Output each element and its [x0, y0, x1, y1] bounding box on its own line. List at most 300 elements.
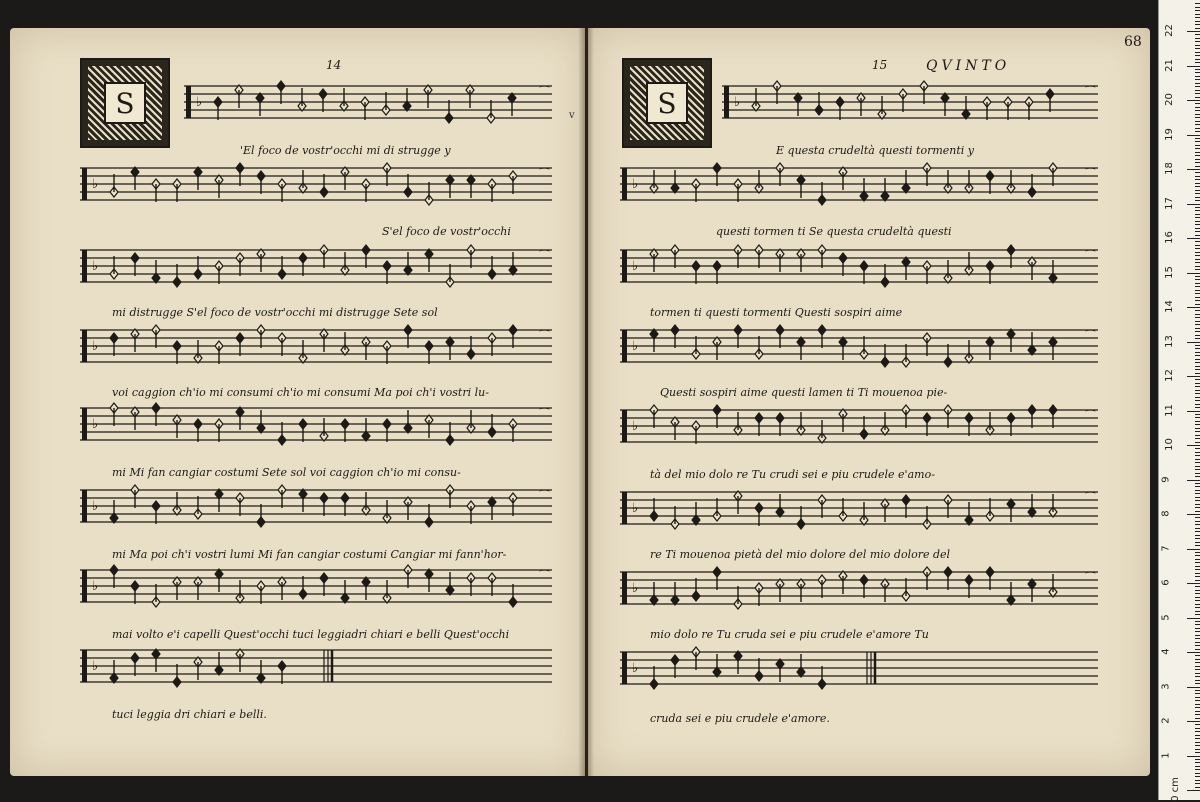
ruler-tick	[1195, 369, 1200, 370]
ruler-tick	[1195, 535, 1200, 536]
ruler-tick	[1195, 417, 1200, 418]
right-decorated-initial	[622, 58, 712, 148]
custos-icon: ⁀	[540, 168, 549, 181]
ruler-tick	[1195, 607, 1200, 608]
ruler-tick	[1195, 524, 1200, 525]
ruler-tick	[1187, 756, 1200, 757]
ruler-tick	[1195, 14, 1200, 15]
ruler-tick	[1195, 669, 1200, 670]
ruler-tick	[1187, 687, 1200, 688]
ruler-tick	[1195, 152, 1200, 153]
ruler-label: 3	[1160, 682, 1172, 690]
ruler-tick	[1195, 542, 1200, 543]
ruler-tick	[1195, 762, 1200, 763]
ruler-tick	[1195, 728, 1200, 729]
ruler-tick	[1195, 511, 1200, 512]
page-turn-mark-icon: v	[569, 110, 575, 121]
ruler-tick	[1195, 331, 1200, 332]
clef-icon	[82, 250, 87, 282]
ruler-tick	[1195, 52, 1200, 53]
ruler-tick	[1195, 593, 1200, 594]
ruler-tick	[1195, 93, 1200, 94]
lyric-line: mi Mi fan cangiar costumi Sete sol voi caggion ch'io mi consu-	[112, 466, 461, 479]
ruler-tick	[1195, 462, 1200, 463]
left-decorated-initial	[80, 58, 170, 148]
music-staff	[80, 320, 552, 380]
book-gutter	[578, 28, 594, 776]
ruler-tick	[1195, 383, 1200, 384]
ruler-tick	[1195, 97, 1200, 98]
ruler-tick	[1195, 690, 1200, 691]
ruler-tick	[1195, 166, 1200, 167]
ruler-tick	[1187, 204, 1200, 205]
ruler-tick	[1195, 421, 1200, 422]
ruler-tick	[1195, 555, 1200, 556]
lyric-line: mai volto e'i capelli Quest'occhi tuci leggiadri chiari e belli Quest'occhi	[112, 628, 510, 641]
ruler-tick	[1195, 528, 1200, 529]
ruler-tick	[1195, 155, 1200, 156]
staff-notation	[80, 480, 552, 540]
ruler-tick	[1195, 531, 1200, 532]
ruler-tick	[1187, 273, 1200, 274]
ruler-tick	[1195, 266, 1200, 267]
ruler-tick	[1195, 714, 1200, 715]
ruler-label: 10	[1163, 438, 1175, 451]
ruler-tick	[1195, 162, 1200, 163]
ruler-tick	[1195, 176, 1200, 177]
ruler-tick	[1195, 366, 1200, 367]
music-staff	[620, 158, 1098, 218]
ruler-tick	[1195, 79, 1200, 80]
ruler-tick	[1187, 721, 1200, 722]
ruler-tick	[1195, 452, 1200, 453]
ruler-tick	[1195, 645, 1200, 646]
staff-notation	[80, 240, 552, 300]
ruler-tick	[1195, 404, 1200, 405]
flat-sign-icon: ♭	[632, 419, 639, 434]
ruler-tick	[1195, 141, 1200, 142]
ruler-tick	[1195, 297, 1200, 298]
music-staff	[80, 398, 552, 458]
ruler-tick	[1195, 34, 1200, 35]
ruler-tick	[1195, 704, 1200, 705]
music-staff	[620, 642, 1098, 702]
ruler-tick	[1187, 583, 1200, 584]
ruler-label: 16	[1163, 231, 1175, 244]
ruler-tick	[1187, 514, 1200, 515]
ruler-tick	[1195, 673, 1200, 674]
staff-notation	[80, 320, 552, 380]
ruler-tick	[1195, 269, 1200, 270]
ruler-tick	[1195, 28, 1200, 29]
staff-notation	[184, 76, 552, 136]
music-staff	[80, 158, 552, 218]
ruler-tick	[1195, 504, 1200, 505]
ruler-tick	[1195, 255, 1200, 256]
clef-icon	[82, 330, 87, 362]
ruler-tick	[1195, 17, 1200, 18]
ruler-tick	[1195, 493, 1200, 494]
ruler-tick	[1195, 638, 1200, 639]
ruler-label: 19	[1163, 127, 1175, 141]
lyric-line: mi distrugge S'el foco de vostr'occhi mi distrugge Sete sol	[112, 306, 438, 319]
ruler-tick	[1195, 148, 1200, 149]
ruler-tick	[1195, 466, 1200, 467]
flat-sign-icon: ♭	[92, 499, 99, 514]
ruler-tick	[1195, 55, 1200, 56]
flat-sign-icon: ♭	[92, 417, 99, 432]
clef-icon	[724, 86, 729, 118]
ruler-tick	[1195, 293, 1200, 294]
ruler-tick	[1195, 586, 1200, 587]
ruler-tick	[1195, 300, 1200, 301]
ruler-tick	[1187, 411, 1200, 412]
ruler-tick	[1195, 124, 1200, 125]
ruler-tick	[1195, 697, 1200, 698]
ruler-label: 12	[1163, 369, 1175, 382]
flat-sign-icon: ♭	[632, 177, 639, 192]
ruler-tick	[1195, 103, 1200, 104]
ruler-tick	[1195, 576, 1200, 577]
ruler-tick	[1195, 390, 1200, 391]
staff-notation	[620, 158, 1098, 218]
ruler-tick	[1195, 718, 1200, 719]
ruler-label: 8	[1160, 510, 1172, 517]
ruler-tick	[1195, 459, 1200, 460]
measuring-ruler	[1158, 0, 1200, 800]
ruler-tick	[1195, 745, 1200, 746]
clef-icon	[622, 492, 627, 524]
ruler-tick	[1195, 314, 1200, 315]
ruler-tick	[1195, 490, 1200, 491]
ruler-tick	[1195, 683, 1200, 684]
ruler-tick	[1195, 397, 1200, 398]
ruler-tick	[1195, 590, 1200, 591]
ruler-tick	[1195, 428, 1200, 429]
flat-sign-icon: ♭	[632, 339, 639, 354]
music-staff	[620, 240, 1098, 300]
custos-icon: ⁀	[1086, 250, 1095, 263]
ruler-tick	[1187, 652, 1200, 653]
ruler-tick	[1187, 549, 1200, 550]
staff-notation	[620, 482, 1098, 542]
ruler-tick	[1195, 10, 1200, 11]
ruler-label: 7	[1160, 544, 1172, 552]
ruler-label: 11	[1163, 403, 1175, 417]
initial-letter: S	[646, 82, 688, 124]
ruler-tick	[1195, 3, 1200, 4]
ruler-tick	[1195, 248, 1200, 249]
custos-icon: ⁀	[1086, 86, 1095, 99]
flat-sign-icon: ♭	[632, 581, 639, 596]
lyric-line: re Ti mouenoa pietà del mio dolore del mio dolore del	[650, 548, 951, 561]
ruler-tick	[1195, 731, 1200, 732]
ruler-tick	[1195, 659, 1200, 660]
ruler-tick	[1195, 110, 1200, 111]
ruler-tick	[1195, 600, 1200, 601]
ruler-label: 14	[1163, 300, 1175, 313]
ruler-tick	[1195, 573, 1200, 574]
ruler-tick	[1195, 486, 1200, 487]
ruler-tick	[1195, 259, 1200, 260]
ruler-tick	[1195, 559, 1200, 560]
ruler-tick	[1195, 455, 1200, 456]
ruler-tick	[1195, 328, 1200, 329]
ruler-tick	[1187, 31, 1200, 32]
ruler-tick	[1195, 780, 1200, 781]
ruler-tick	[1195, 769, 1200, 770]
ruler-tick	[1195, 117, 1200, 118]
ruler-tick	[1195, 759, 1200, 760]
ruler-tick	[1187, 135, 1200, 136]
ruler-tick	[1195, 241, 1200, 242]
ruler-tick	[1195, 214, 1200, 215]
ruler-tick	[1195, 742, 1200, 743]
clef-icon	[622, 410, 627, 442]
lyric-line: Questi sospiri aime questi lamen ti Ti mouenoa pie-	[660, 386, 948, 399]
staff-notation	[620, 562, 1098, 622]
folio-number: 68	[1124, 34, 1142, 50]
ruler-label: 21	[1163, 58, 1175, 72]
music-staff	[620, 562, 1098, 622]
ruler-tick	[1195, 352, 1200, 353]
ruler-tick	[1195, 635, 1200, 636]
clef-icon	[82, 490, 87, 522]
ruler-label: 13	[1163, 334, 1175, 348]
ruler-tick	[1195, 235, 1200, 236]
ruler-tick	[1195, 183, 1200, 184]
clef-icon	[622, 652, 627, 684]
custos-icon: ⁀	[540, 330, 549, 343]
ruler-tick	[1195, 21, 1200, 22]
ruler-tick	[1195, 473, 1200, 474]
flat-sign-icon: ♭	[632, 661, 639, 676]
clef-icon	[622, 330, 627, 362]
ruler-tick	[1195, 735, 1200, 736]
ruler-tick	[1195, 566, 1200, 567]
ruler-tick	[1195, 545, 1200, 546]
ruler-tick	[1195, 72, 1200, 73]
staff-notation	[80, 560, 552, 620]
ruler-tick	[1195, 483, 1200, 484]
ruler-tick	[1195, 711, 1200, 712]
flat-sign-icon: ♭	[632, 501, 639, 516]
clef-icon	[82, 650, 87, 682]
ruler-tick	[1195, 628, 1200, 629]
flat-sign-icon: ♭	[92, 177, 99, 192]
lyric-line: cruda sei e piu crudele e'amore.	[650, 712, 830, 725]
ruler-tick	[1195, 604, 1200, 605]
ruler-tick	[1195, 569, 1200, 570]
ruler-tick	[1195, 76, 1200, 77]
ruler-tick	[1195, 131, 1200, 132]
ruler-tick	[1195, 424, 1200, 425]
ruler-tick	[1195, 128, 1200, 129]
ruler-tick	[1195, 442, 1200, 443]
flat-sign-icon: ♭	[92, 259, 99, 274]
ruler-tick	[1195, 172, 1200, 173]
ruler-tick	[1195, 193, 1200, 194]
ruler-tick	[1195, 348, 1200, 349]
ruler-tick	[1195, 121, 1200, 122]
flat-sign-icon: ♭	[92, 659, 99, 674]
ruler-label: 2	[1160, 717, 1172, 724]
ruler-tick	[1195, 631, 1200, 632]
music-staff	[620, 400, 1098, 460]
ruler-tick	[1195, 228, 1200, 229]
flat-sign-icon: ♭	[196, 95, 203, 110]
ruler-tick	[1195, 69, 1200, 70]
ruler-tick	[1195, 521, 1200, 522]
ruler-tick	[1187, 238, 1200, 239]
ruler-tick	[1195, 379, 1200, 380]
ruler-tick	[1195, 310, 1200, 311]
ruler-tick	[1195, 407, 1200, 408]
ruler-tick	[1195, 62, 1200, 63]
ruler-tick	[1187, 169, 1200, 170]
staff-notation	[620, 642, 1098, 702]
ruler-tick	[1195, 224, 1200, 225]
music-staff	[80, 640, 552, 700]
ruler-tick	[1195, 724, 1200, 725]
ruler-label: 18	[1163, 162, 1175, 175]
ruler-tick	[1195, 200, 1200, 201]
ruler-label: 22	[1163, 24, 1175, 37]
ruler-tick	[1187, 790, 1200, 791]
ruler-label: 9	[1160, 475, 1172, 483]
lyric-line: tormen ti questi tormenti Questi sospiri aime	[650, 306, 903, 319]
ruler-tick	[1195, 476, 1200, 477]
right-page-number: 15	[872, 58, 888, 72]
music-staff	[620, 482, 1098, 542]
lyric-line: mio dolo re Tu cruda sei e piu crudele e'amore Tu	[650, 628, 929, 641]
lyric-line: tà del mio dolo re Tu crudi sei e piu crudele e'amo-	[650, 468, 935, 481]
ruler-tick	[1187, 342, 1200, 343]
ruler-tick	[1195, 107, 1200, 108]
music-staff	[722, 76, 1098, 136]
ruler-tick	[1195, 787, 1200, 788]
ruler-tick	[1195, 773, 1200, 774]
ruler-tick	[1187, 480, 1200, 481]
ruler-tick	[1195, 676, 1200, 677]
ruler-tick	[1195, 597, 1200, 598]
ruler-label: 17	[1163, 196, 1175, 210]
ruler-tick	[1195, 41, 1200, 42]
ruler-tick	[1195, 624, 1200, 625]
ruler-tick	[1195, 614, 1200, 615]
clef-icon	[622, 250, 627, 282]
ruler-tick	[1195, 707, 1200, 708]
ruler-tick	[1195, 48, 1200, 49]
ruler-tick	[1195, 431, 1200, 432]
ruler-tick	[1195, 373, 1200, 374]
ruler-tick	[1187, 307, 1200, 308]
ruler-tick	[1195, 276, 1200, 277]
ruler-tick	[1195, 190, 1200, 191]
ruler-tick	[1195, 159, 1200, 160]
ruler-tick	[1195, 7, 1200, 8]
custos-icon: ⁀	[1086, 168, 1095, 181]
flat-sign-icon: ♭	[92, 579, 99, 594]
custos-icon: ⁀	[540, 408, 549, 421]
ruler-tick	[1195, 507, 1200, 508]
ruler-tick	[1195, 59, 1200, 60]
ruler-tick	[1195, 317, 1200, 318]
custos-icon: ⁀	[540, 250, 549, 263]
ruler-tick	[1195, 290, 1200, 291]
lyric-line: 'El foco de vostr'occhi mi di strugge y	[240, 144, 451, 157]
ruler-label: 4	[1160, 648, 1172, 655]
ruler-tick	[1195, 179, 1200, 180]
music-staff	[80, 240, 552, 300]
custos-icon: ⁀	[1086, 492, 1095, 505]
ruler-tick	[1195, 83, 1200, 84]
ruler-tick	[1195, 649, 1200, 650]
staff-notation	[722, 76, 1098, 136]
ruler-tick	[1195, 338, 1200, 339]
ruler-tick	[1195, 90, 1200, 91]
ruler-label: 15	[1163, 265, 1175, 279]
clef-icon	[622, 168, 627, 200]
ruler-tick	[1195, 497, 1200, 498]
ruler-tick	[1195, 283, 1200, 284]
ruler-tick	[1195, 642, 1200, 643]
ruler-tick	[1195, 435, 1200, 436]
ruler-tick	[1187, 445, 1200, 446]
ruler-tick	[1195, 186, 1200, 187]
ruler-tick	[1195, 538, 1200, 539]
ruler-tick	[1195, 362, 1200, 363]
music-staff	[80, 560, 552, 620]
ruler-tick	[1195, 400, 1200, 401]
flat-sign-icon: ♭	[734, 95, 741, 110]
ruler-label: 0 cm	[1169, 777, 1181, 802]
ruler-tick	[1195, 221, 1200, 222]
custos-icon: ⁀	[540, 86, 549, 99]
ruler-tick	[1195, 680, 1200, 681]
ruler-tick	[1195, 114, 1200, 115]
running-title: QVINTO	[926, 58, 1011, 74]
ruler-tick	[1195, 469, 1200, 470]
lyric-line: voi caggion ch'io mi consumi ch'io mi consumi Ma poi ch'i vostri lu-	[112, 386, 489, 399]
music-staff	[184, 76, 552, 136]
staff-notation	[80, 398, 552, 458]
staff-notation	[620, 400, 1098, 460]
ruler-tick	[1195, 776, 1200, 777]
ruler-tick	[1195, 655, 1200, 656]
flat-sign-icon: ♭	[92, 339, 99, 354]
ruler-tick	[1187, 66, 1200, 67]
ruler-tick	[1195, 86, 1200, 87]
ruler-label: 5	[1160, 613, 1172, 621]
ruler-tick	[1195, 662, 1200, 663]
ruler-tick	[1195, 666, 1200, 667]
music-staff	[620, 320, 1098, 380]
ruler-tick	[1195, 24, 1200, 25]
clef-icon	[622, 572, 627, 604]
ruler-tick	[1195, 138, 1200, 139]
ruler-tick	[1195, 386, 1200, 387]
ruler-tick	[1195, 414, 1200, 415]
ruler-tick	[1195, 145, 1200, 146]
ruler-tick	[1195, 210, 1200, 211]
music-staff	[80, 480, 552, 540]
ruler-tick	[1195, 438, 1200, 439]
ruler-tick	[1195, 335, 1200, 336]
ruler-tick	[1195, 700, 1200, 701]
ruler-tick	[1195, 580, 1200, 581]
ruler-tick	[1195, 500, 1200, 501]
